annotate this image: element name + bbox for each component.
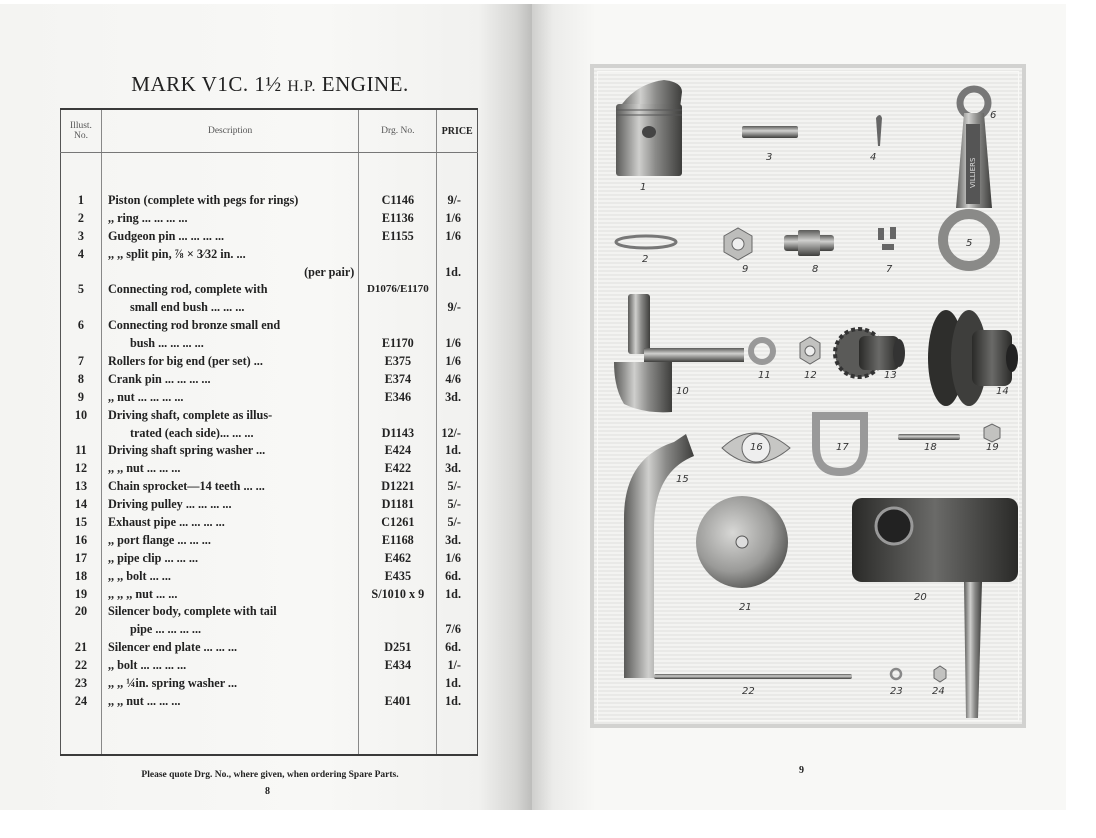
parts-illustration-plate (590, 64, 1026, 728)
part-description-cell: Crank pin ... ... ... ... (107, 371, 211, 386)
part-number-cell: 16 (61, 533, 102, 551)
table-row (61, 193, 478, 211)
table-row (61, 300, 478, 318)
drawing-number-cell: E401 (359, 694, 437, 712)
part-description-cell: Silencer body, complete with tail (107, 604, 277, 619)
table-row (61, 479, 478, 497)
price-cell: 6d. (445, 568, 461, 583)
plate-label-18: 18 (924, 442, 937, 453)
part-description-cell: ,, ,, ¼in. spring washer ... (107, 676, 238, 691)
part-number-cell: 22 (61, 658, 102, 676)
part-number-cell: 10 (61, 408, 102, 426)
part-number-cell: 19 (61, 587, 102, 605)
footnote: Please quote Drg. No., where given, when ordering Spare Parts. (141, 770, 399, 780)
plate-label-5: 5 (966, 238, 973, 249)
price-cell: 1/6 (445, 354, 461, 369)
drawing-number-cell (359, 622, 437, 640)
part-number-cell: 13 (61, 479, 102, 497)
drawing-number-cell: C1261 (359, 515, 437, 533)
rod-stamp: VILLIERS (969, 157, 977, 188)
price-cell: 1d. (445, 586, 461, 601)
price-cell: 3d. (445, 461, 461, 476)
plate-label-16: 16 (750, 442, 763, 453)
parts-table-body (61, 153, 478, 755)
spacer-cell (61, 712, 102, 755)
drawing-number-cell: E346 (359, 390, 437, 408)
part-description-cell: ,, ,, split pin, ⅞ × 3⁄32 in. ... (107, 246, 246, 261)
part-number-cell: 21 (61, 640, 102, 658)
price-cell: 9/- (447, 300, 461, 315)
plate-label-10: 10 (676, 386, 689, 397)
plate-label-24: 24 (932, 686, 945, 697)
plate-label-20: 20 (914, 592, 927, 603)
plate-label-15: 15 (676, 474, 689, 485)
part-description-cell: small end bush ... ... ... (129, 300, 245, 315)
part-end-plate-nut (934, 666, 946, 682)
drawing-number-cell: E1136 (359, 211, 437, 229)
table-row (61, 640, 478, 658)
part-silencer-body (852, 498, 1018, 718)
part-description-cell: ,, nut ... ... ... ... (107, 389, 184, 404)
part-number-cell: 18 (61, 569, 102, 587)
part-piston (616, 80, 682, 176)
table-row (61, 229, 478, 247)
drawing-number-cell (359, 265, 437, 283)
part-crank-nut (724, 228, 752, 260)
price-cell (437, 247, 478, 265)
part-description-cell: Connecting rod, complete with (107, 282, 268, 297)
price-cell: 1d. (445, 443, 461, 458)
drawing-number-cell (359, 676, 437, 694)
price-cell: 1/6 (445, 228, 461, 243)
table-row (61, 372, 478, 390)
price-cell: 5/- (447, 479, 461, 494)
part-number-cell (61, 426, 102, 444)
drawing-number-cell: E374 (359, 372, 437, 390)
drawing-number-cell: E424 (359, 443, 437, 461)
table-row (61, 426, 478, 444)
table-row (61, 676, 478, 694)
part-description-cell: Piston (complete with pegs for rings) (107, 193, 299, 207)
plate-label-8: 8 (812, 264, 819, 275)
price-cell: 6d. (445, 640, 461, 655)
part-description-cell: ,, ,, nut ... ... ... (107, 693, 181, 708)
drawing-number-cell (359, 300, 437, 318)
title-hp: 1½ (254, 72, 282, 96)
part-shaft-nut (800, 337, 820, 364)
part-number-cell: 23 (61, 676, 102, 694)
plate-label-9: 9 (742, 264, 749, 275)
part-spring-washer (751, 340, 773, 362)
page-number-left: 8 (265, 786, 270, 797)
header-description: Description (101, 109, 358, 153)
part-quarter-inch-washer (891, 669, 901, 679)
part-description-cell: ,, port flange ... ... ... (107, 532, 211, 547)
table-row (61, 604, 478, 622)
part-number-cell: 24 (61, 694, 102, 712)
part-description-cell: Silencer end plate ... ... ... (107, 640, 238, 655)
price-cell: 12/- (441, 425, 461, 440)
plate-label-21: 21 (739, 602, 752, 613)
table-row (61, 658, 478, 676)
part-description-cell: ,, ,, bolt ... ... (107, 568, 171, 583)
price-cell (437, 408, 478, 426)
spacer-cell (359, 712, 437, 755)
table-row (61, 497, 478, 515)
part-description-cell: ,, ,, nut ... ... ... (107, 461, 181, 476)
part-number-cell: 11 (61, 443, 102, 461)
parts-table (60, 108, 478, 756)
part-number-cell: 12 (61, 461, 102, 479)
table-row (61, 443, 478, 461)
part-description-cell: Driving shaft spring washer ... (107, 443, 266, 458)
part-piston-ring (616, 236, 676, 248)
title-engine: ENGINE. (321, 72, 409, 96)
part-description-cell: ,, ring ... ... ... ... (107, 210, 188, 225)
part-description-cell: pipe ... ... ... ... (129, 622, 202, 637)
price-cell: 9/- (447, 193, 461, 207)
price-cell: 1d. (445, 264, 461, 279)
table-end-spacer (61, 712, 478, 755)
table-row (61, 587, 478, 605)
header-illust-no: Illust. No. (61, 109, 102, 153)
plate-label-19: 19 (986, 442, 999, 453)
plate-label-22: 22 (742, 686, 755, 697)
part-number-cell: 6 (61, 318, 102, 336)
drawing-number-cell: D1076/E1170 (359, 282, 437, 300)
drawing-number-cell: D1181 (359, 497, 437, 515)
price-cell: 4/6 (445, 371, 461, 386)
spacer-cell (437, 712, 478, 755)
drawing-number-cell: E434 (359, 658, 437, 676)
table-row (61, 694, 478, 712)
price-cell: 1/6 (445, 336, 461, 351)
part-number-cell: 15 (61, 515, 102, 533)
parts-artwork (594, 68, 1030, 732)
plate-label-1: 1 (640, 182, 647, 193)
spacer-cell (101, 153, 358, 194)
price-cell (437, 318, 478, 336)
part-clip-nut (984, 424, 1000, 442)
price-cell: 1d. (445, 676, 461, 691)
part-crank-pin (784, 230, 834, 256)
spacer-cell (101, 712, 358, 755)
table-row (61, 515, 478, 533)
drawing-number-cell: S/1010 x 9 (359, 587, 437, 605)
table-row (61, 247, 478, 265)
part-description-cell: ,, pipe clip ... ... ... (107, 550, 199, 565)
table-row (61, 390, 478, 408)
price-cell: 5/- (447, 515, 461, 530)
drawing-number-cell: D1143 (359, 426, 437, 444)
drawing-number-cell: E435 (359, 569, 437, 587)
part-number-cell (61, 265, 102, 283)
table-row (61, 211, 478, 229)
plate-label-23: 23 (890, 686, 903, 697)
price-cell: 5/- (447, 497, 461, 512)
price-cell (437, 604, 478, 622)
drawing-number-cell (359, 318, 437, 336)
part-number-cell: 7 (61, 354, 102, 372)
table-row (61, 551, 478, 569)
price-cell: 3d. (445, 389, 461, 404)
part-description-cell: Rollers for big end (per set) ... (107, 354, 263, 369)
spacer-cell (359, 153, 437, 194)
plate-label-14: 14 (996, 386, 1009, 397)
price-cell: 1/6 (445, 210, 461, 225)
page-number-right: 9 (799, 765, 804, 776)
part-number-cell: 4 (61, 247, 102, 265)
table-row (61, 461, 478, 479)
part-number-cell: 5 (61, 282, 102, 300)
part-number-cell: 14 (61, 497, 102, 515)
table-row (61, 336, 478, 354)
part-description-cell: Driving pulley ... ... ... ... (107, 497, 232, 512)
part-big-end-rollers (878, 227, 896, 250)
table-row (61, 354, 478, 372)
drawing-number-cell: D1221 (359, 479, 437, 497)
table-row (61, 318, 478, 336)
table-row (61, 533, 478, 551)
spacer-cell (61, 153, 102, 194)
plate-label-11: 11 (758, 370, 771, 381)
plate-label-3: 3 (766, 152, 773, 163)
plate-label-13: 13 (884, 370, 897, 381)
part-description-cell: bush ... ... ... ... (129, 336, 204, 351)
drawing-number-cell: E1168 (359, 533, 437, 551)
part-split-pin (876, 115, 882, 146)
part-end-plate-bolt (654, 674, 852, 679)
title-hp-unit: H.P. (287, 78, 317, 95)
plate-label-7: 7 (886, 264, 893, 275)
part-gudgeon-pin (742, 126, 798, 138)
price-cell: 1d. (445, 693, 461, 708)
price-cell: 1/- (447, 658, 461, 673)
part-description-cell: Driving shaft, complete as illus- (107, 407, 273, 422)
plate-label-12: 12 (804, 370, 817, 381)
title-mark: MARK V1C. (131, 72, 249, 96)
page-title (60, 72, 480, 97)
plate-label-6: 6 (990, 110, 997, 121)
price-cell: 3d. (445, 532, 461, 547)
part-description-cell: Gudgeon pin ... ... ... ... (107, 228, 225, 243)
price-cell (437, 282, 478, 300)
part-number-cell (61, 336, 102, 354)
plate-label-17: 17 (836, 442, 849, 453)
drawing-number-cell (359, 247, 437, 265)
price-cell: 7/6 (445, 622, 461, 637)
drawing-number-cell: E422 (359, 461, 437, 479)
part-exhaust-pipe (624, 434, 694, 678)
part-description-cell: Exhaust pipe ... ... ... ... (107, 515, 225, 530)
header-drg-no: Drg. No. (359, 109, 437, 153)
part-silencer-end-plate (696, 496, 788, 588)
drawing-number-cell: E462 (359, 551, 437, 569)
part-clip-bolt (898, 434, 960, 440)
part-description-cell: ,, bolt ... ... ... ... (107, 658, 187, 673)
part-description-cell: trated (each side)... ... ... (129, 425, 254, 440)
part-number-cell: 1 (61, 193, 102, 211)
header-price: PRICE (437, 109, 478, 153)
part-number-cell: 9 (61, 390, 102, 408)
table-row (61, 569, 478, 587)
drawing-number-cell (359, 408, 437, 426)
table-row (61, 408, 478, 426)
plate-label-4: 4 (870, 152, 877, 163)
table-row (61, 622, 478, 640)
part-description-cell: ,, ,, ,, nut ... ... (107, 586, 178, 601)
table-row (61, 265, 478, 283)
part-number-cell: 3 (61, 229, 102, 247)
part-number-cell (61, 622, 102, 640)
part-number-cell (61, 300, 102, 318)
part-number-cell: 20 (61, 604, 102, 622)
drawing-number-cell: E1170 (359, 336, 437, 354)
table-row (61, 282, 478, 300)
plate-label-2: 2 (642, 254, 649, 265)
drawing-number-cell: E1155 (359, 229, 437, 247)
drawing-number-cell: D251 (359, 640, 437, 658)
part-description-cell: Connecting rod bronze small end (107, 318, 281, 333)
drawing-number-cell: E375 (359, 354, 437, 372)
price-cell: 1/6 (445, 550, 461, 565)
part-description-cell: Chain sprocket—14 teeth ... ... (107, 479, 265, 494)
spacer-cell (437, 153, 478, 194)
part-number-cell: 17 (61, 551, 102, 569)
part-number-cell: 2 (61, 211, 102, 229)
drawing-number-cell: C1146 (359, 193, 437, 211)
table-header-row (61, 109, 478, 153)
drawing-number-cell (359, 604, 437, 622)
part-number-cell: 8 (61, 372, 102, 390)
part-description-cell: (per pair) (304, 264, 355, 279)
table-spacer-row (61, 153, 478, 194)
